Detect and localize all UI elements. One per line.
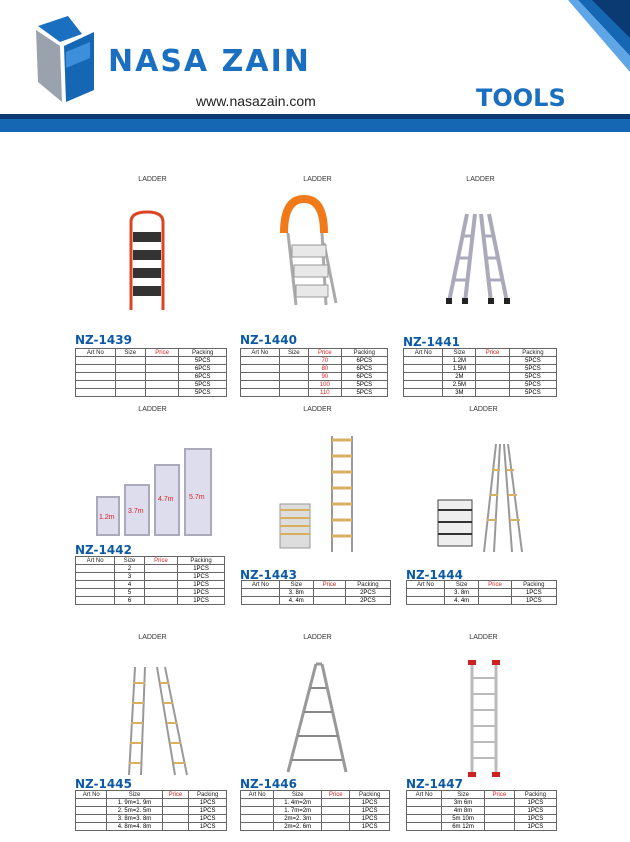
- price-cell: [162, 807, 189, 815]
- price-cell: [484, 815, 514, 823]
- category-label: LADDER: [138, 634, 167, 641]
- price-cell: [479, 589, 511, 597]
- packing-cell: 6PCS: [341, 365, 387, 373]
- price-cell: [145, 365, 179, 373]
- packing-cell: 5PCS: [341, 389, 387, 397]
- col-size-header: Size: [279, 581, 313, 589]
- packing-cell: 1PCS: [178, 589, 225, 597]
- art-no-cell: [404, 357, 443, 365]
- price-cell: [145, 357, 179, 365]
- art-no-cell: [241, 389, 280, 397]
- price-cell: [322, 807, 350, 815]
- size-cell: 2m=2. 6m: [274, 823, 322, 831]
- table-row: [241, 815, 390, 823]
- art-no-cell: [76, 565, 115, 573]
- model-number: NZ-1439: [75, 333, 132, 347]
- col-packing-header: Packing: [511, 581, 556, 589]
- table-row: [241, 807, 390, 815]
- spec-table: [403, 348, 557, 397]
- price-cell: [476, 365, 509, 373]
- packing-cell: 1PCS: [350, 815, 390, 823]
- col-art-no-header: Art No: [241, 349, 280, 357]
- col-size-header: Size: [444, 581, 478, 589]
- header-bar: [0, 119, 630, 132]
- col-size-header: Size: [274, 791, 322, 799]
- table-row: [407, 807, 557, 815]
- col-art-no-header: Art No: [76, 349, 116, 357]
- table-row: [76, 815, 227, 823]
- table-row: [404, 389, 557, 397]
- spec-table: [240, 348, 388, 397]
- brand-name: NASA ZAIN: [108, 44, 311, 79]
- size-cell: [279, 357, 308, 365]
- art-no-cell: [241, 807, 274, 815]
- packing-cell: 1PCS: [178, 581, 225, 589]
- category-label: LADDER: [303, 176, 332, 183]
- packing-cell: 1PCS: [189, 799, 227, 807]
- col-size-header: Size: [279, 349, 308, 357]
- packing-cell: 1PCS: [189, 815, 227, 823]
- size-cell: 4: [115, 581, 145, 589]
- table-header-row: [76, 557, 225, 565]
- packing-cell: 5PCS: [179, 357, 227, 365]
- col-size-header: Size: [443, 349, 476, 357]
- size-cell: 5m 10m: [442, 815, 485, 823]
- size-cell: 1.2M: [443, 357, 476, 365]
- price-cell: [476, 373, 509, 381]
- table-row: [76, 389, 227, 397]
- table-row: [407, 589, 557, 597]
- size-cell: 1.5M: [443, 365, 476, 373]
- packing-cell: 5PCS: [509, 365, 556, 373]
- spec-table: [75, 556, 225, 605]
- art-no-cell: [76, 365, 116, 373]
- packing-cell: 1PCS: [178, 573, 225, 581]
- size-cell: 3: [115, 573, 145, 581]
- col-size-header: Size: [115, 557, 145, 565]
- table-row: [407, 799, 557, 807]
- size-cell: 2m=2. 3m: [274, 815, 322, 823]
- model-number: NZ-1442: [75, 543, 132, 557]
- size-cell: 4. 4m: [279, 597, 313, 605]
- product-nz-1443: [240, 400, 395, 610]
- packing-cell: 5PCS: [509, 373, 556, 381]
- size-cell: 5: [115, 589, 145, 597]
- packing-cell: 1PCS: [350, 823, 390, 831]
- spec-table: [241, 580, 391, 605]
- price-cell: 90: [308, 373, 341, 381]
- col-packing-header: Packing: [514, 791, 556, 799]
- step-ladder-image: [125, 210, 170, 310]
- art-no-cell: [76, 389, 116, 397]
- art-no-cell: [404, 381, 443, 389]
- size-cell: 2. 5m=2. 5m: [107, 807, 162, 815]
- col-packing-header: Packing: [178, 557, 225, 565]
- table-header-row: [407, 791, 557, 799]
- price-cell: 70: [308, 357, 341, 365]
- table-row: [241, 823, 390, 831]
- spec-table: [240, 790, 390, 831]
- table-row: [407, 815, 557, 823]
- price-cell: [484, 823, 514, 831]
- table-header-row: [241, 791, 390, 799]
- table-row: [241, 381, 388, 389]
- table-row: [404, 381, 557, 389]
- packing-cell: 5PCS: [509, 389, 556, 397]
- multipurpose-ladder-image: [95, 445, 215, 537]
- price-cell: [322, 823, 350, 831]
- packing-cell: 1PCS: [514, 823, 556, 831]
- category-label: LADDER: [138, 406, 167, 413]
- col-art-no-header: Art No: [241, 791, 274, 799]
- size-cell: [115, 357, 145, 365]
- col-price-header: Price: [479, 581, 511, 589]
- packing-cell: 1PCS: [178, 565, 225, 573]
- spec-table: [75, 348, 227, 397]
- price-cell: [313, 589, 345, 597]
- table-row: [76, 799, 227, 807]
- price-cell: [476, 381, 509, 389]
- spec-table: [406, 790, 557, 831]
- col-price-header: Price: [484, 791, 514, 799]
- col-price-header: Price: [476, 349, 509, 357]
- section-title: TOOLS: [476, 84, 566, 112]
- table-row: [241, 389, 388, 397]
- col-art-no-header: Art No: [76, 791, 107, 799]
- ladder-height-label: 1.2m: [99, 514, 115, 521]
- col-art-no-header: Art No: [407, 791, 442, 799]
- price-cell: [479, 597, 511, 605]
- extension-ladder-image: [464, 660, 504, 778]
- packing-cell: 1PCS: [189, 807, 227, 815]
- art-no-cell: [76, 381, 116, 389]
- size-cell: [115, 389, 145, 397]
- model-number: NZ-1441: [403, 335, 460, 349]
- packing-cell: 5PCS: [509, 381, 556, 389]
- packing-cell: 1PCS: [511, 597, 556, 605]
- price-cell: [313, 597, 345, 605]
- table-row: [76, 823, 227, 831]
- col-art-no-header: Art No: [407, 581, 445, 589]
- size-cell: 3. 8m: [279, 589, 313, 597]
- packing-cell: 2PCS: [345, 589, 390, 597]
- telescopic-folding-ladder-image: [117, 663, 197, 778]
- nasa-zain-logo-icon: [30, 12, 102, 106]
- table-row: [241, 365, 388, 373]
- category-label: LADDER: [466, 176, 495, 183]
- size-cell: 3M: [443, 389, 476, 397]
- size-cell: 4m 8m: [442, 807, 485, 815]
- price-cell: 80: [308, 365, 341, 373]
- art-no-cell: [407, 589, 445, 597]
- art-no-cell: [76, 581, 115, 589]
- size-cell: 6: [115, 597, 145, 605]
- price-cell: 110: [308, 389, 341, 397]
- table-row: [404, 365, 557, 373]
- col-price-header: Price: [313, 581, 345, 589]
- col-art-no-header: Art No: [404, 349, 443, 357]
- col-price-header: Price: [308, 349, 341, 357]
- model-number: NZ-1445: [75, 777, 132, 791]
- price-cell: [144, 565, 177, 573]
- telescopic-a-frame-ladder-image: [434, 440, 529, 555]
- table-row: [242, 589, 391, 597]
- packing-cell: 1PCS: [189, 823, 227, 831]
- packing-cell: 5PCS: [179, 389, 227, 397]
- col-packing-header: Packing: [341, 349, 387, 357]
- table-row: [76, 365, 227, 373]
- art-no-cell: [241, 823, 274, 831]
- model-number: NZ-1446: [240, 777, 297, 791]
- col-size-header: Size: [107, 791, 162, 799]
- packing-cell: 6PCS: [341, 373, 387, 381]
- col-packing-header: Packing: [179, 349, 227, 357]
- table-row: [241, 357, 388, 365]
- size-cell: [115, 365, 145, 373]
- model-number: NZ-1447: [406, 777, 463, 791]
- telescopic-combination-ladder-image: [280, 660, 360, 775]
- website-url[interactable]: www.nasazain.com: [196, 93, 316, 109]
- size-cell: 6m 12m: [442, 823, 485, 831]
- price-cell: [145, 389, 179, 397]
- category-label: LADDER: [303, 406, 332, 413]
- art-no-cell: [241, 799, 274, 807]
- table-header-row: [241, 349, 388, 357]
- art-no-cell: [404, 373, 443, 381]
- art-no-cell: [76, 807, 107, 815]
- col-packing-header: Packing: [345, 581, 390, 589]
- art-no-cell: [407, 597, 445, 605]
- col-packing-header: Packing: [509, 349, 556, 357]
- ladder-height-label: 3.7m: [128, 508, 144, 515]
- table-header-row: [242, 581, 391, 589]
- table-row: [76, 597, 225, 605]
- packing-cell: 6PCS: [341, 357, 387, 365]
- size-cell: 1. 4m=2m: [274, 799, 322, 807]
- art-no-cell: [407, 807, 442, 815]
- price-cell: [322, 799, 350, 807]
- price-cell: 100: [308, 381, 341, 389]
- col-art-no-header: Art No: [242, 581, 280, 589]
- table-row: [76, 581, 225, 589]
- price-cell: [145, 381, 179, 389]
- table-header-row: [404, 349, 557, 357]
- ladder-height-label: 5.7m: [189, 494, 205, 501]
- art-no-cell: [76, 573, 115, 581]
- packing-cell: 1PCS: [178, 597, 225, 605]
- size-cell: 3. 8m=3. 8m: [107, 815, 162, 823]
- model-number: NZ-1443: [240, 568, 297, 582]
- table-row: [407, 823, 557, 831]
- table-row: [404, 373, 557, 381]
- art-no-cell: [76, 799, 107, 807]
- packing-cell: 1PCS: [350, 807, 390, 815]
- table-row: [76, 357, 227, 365]
- table-row: [242, 597, 391, 605]
- size-cell: 3. 8m: [444, 589, 478, 597]
- table-row: [407, 597, 557, 605]
- price-cell: [484, 807, 514, 815]
- ladder-height-label: 4.7m: [158, 496, 174, 503]
- packing-cell: 1PCS: [511, 589, 556, 597]
- col-price-header: Price: [322, 791, 350, 799]
- size-cell: [115, 373, 145, 381]
- art-no-cell: [76, 357, 116, 365]
- packing-cell: 1PCS: [514, 807, 556, 815]
- size-cell: [279, 389, 308, 397]
- art-no-cell: [241, 381, 280, 389]
- art-no-cell: [242, 597, 280, 605]
- size-cell: 4. 4m: [444, 597, 478, 605]
- size-cell: 4. 8m=4. 8m: [107, 823, 162, 831]
- household-ladder-image: [278, 193, 348, 308]
- col-packing-header: Packing: [189, 791, 227, 799]
- header: [0, 0, 630, 135]
- price-cell: [144, 573, 177, 581]
- size-cell: [279, 365, 308, 373]
- spec-table: [75, 790, 227, 831]
- packing-cell: 1PCS: [514, 815, 556, 823]
- model-number: NZ-1444: [406, 568, 463, 582]
- spec-table: [406, 580, 557, 605]
- art-no-cell: [241, 373, 280, 381]
- category-label: LADDER: [138, 176, 167, 183]
- packing-cell: 5PCS: [179, 381, 227, 389]
- price-cell: [162, 799, 189, 807]
- art-no-cell: [404, 389, 443, 397]
- price-cell: [144, 597, 177, 605]
- art-no-cell: [76, 815, 107, 823]
- corner-decoration: [548, 0, 630, 80]
- packing-cell: 6PCS: [179, 365, 227, 373]
- product-nz-1444: [406, 400, 561, 610]
- table-row: [241, 799, 390, 807]
- category-label: LADDER: [469, 406, 498, 413]
- art-no-cell: [404, 365, 443, 373]
- col-size-header: Size: [442, 791, 485, 799]
- price-cell: [476, 389, 509, 397]
- packing-cell: 6PCS: [179, 373, 227, 381]
- price-cell: [484, 799, 514, 807]
- table-row: [76, 589, 225, 597]
- packing-cell: 5PCS: [341, 381, 387, 389]
- art-no-cell: [76, 373, 116, 381]
- price-cell: [162, 815, 189, 823]
- category-label: LADDER: [469, 634, 498, 641]
- table-row: [76, 565, 225, 573]
- art-no-cell: [76, 823, 107, 831]
- size-cell: 3m 6m: [442, 799, 485, 807]
- size-cell: 1. 9m=1. 9m: [107, 799, 162, 807]
- price-cell: [162, 823, 189, 831]
- table-row: [76, 381, 227, 389]
- table-row: [76, 807, 227, 815]
- table-header-row: [76, 791, 227, 799]
- art-no-cell: [76, 597, 115, 605]
- packing-cell: 2PCS: [345, 597, 390, 605]
- art-no-cell: [241, 357, 280, 365]
- model-number: NZ-1440: [240, 333, 297, 347]
- packing-cell: 1PCS: [514, 799, 556, 807]
- art-no-cell: [241, 815, 274, 823]
- col-price-header: Price: [144, 557, 177, 565]
- packing-cell: 5PCS: [509, 357, 556, 365]
- table-row: [241, 373, 388, 381]
- size-cell: 2M: [443, 373, 476, 381]
- art-no-cell: [242, 589, 280, 597]
- col-size-header: Size: [115, 349, 145, 357]
- table-header-row: [407, 581, 557, 589]
- packing-cell: 1PCS: [350, 799, 390, 807]
- col-packing-header: Packing: [350, 791, 390, 799]
- size-cell: [279, 373, 308, 381]
- price-cell: [322, 815, 350, 823]
- category-label: LADDER: [303, 634, 332, 641]
- col-art-no-header: Art No: [76, 557, 115, 565]
- telescopic-ladder-image: [276, 434, 366, 554]
- art-no-cell: [407, 799, 442, 807]
- price-cell: [145, 373, 179, 381]
- price-cell: [476, 357, 509, 365]
- table-row: [404, 357, 557, 365]
- size-cell: 2.5M: [443, 381, 476, 389]
- size-cell: 2: [115, 565, 145, 573]
- art-no-cell: [76, 589, 115, 597]
- price-cell: [144, 581, 177, 589]
- art-no-cell: [407, 815, 442, 823]
- art-no-cell: [241, 365, 280, 373]
- size-cell: [279, 381, 308, 389]
- table-row: [76, 373, 227, 381]
- table-header-row: [76, 349, 227, 357]
- col-price-header: Price: [145, 349, 179, 357]
- size-cell: [115, 381, 145, 389]
- a-frame-ladder-image: [443, 210, 513, 305]
- art-no-cell: [407, 823, 442, 831]
- col-price-header: Price: [162, 791, 189, 799]
- price-cell: [144, 589, 177, 597]
- table-row: [76, 573, 225, 581]
- size-cell: 1. 7m=2m: [274, 807, 322, 815]
